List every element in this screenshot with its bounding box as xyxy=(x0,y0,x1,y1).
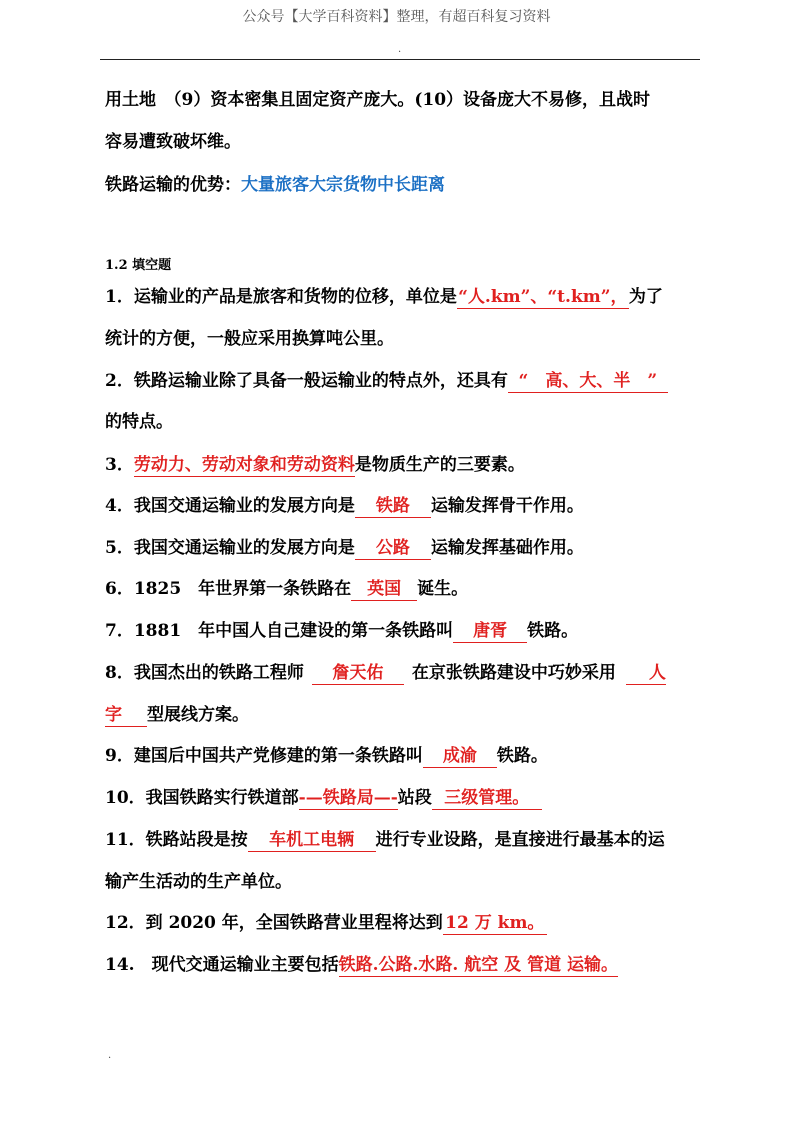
q9-answer: 成渝 xyxy=(423,745,497,768)
q5-text: 5．我国交通运输业的发展方向是 xyxy=(105,538,355,558)
section-title: 1.2 填空题 xyxy=(105,258,172,273)
q14-answer: 铁路.公路.水路. 航空 及 管道 运输。 xyxy=(338,955,619,975)
q1-text-b: 为了 xyxy=(628,287,663,307)
question-6 xyxy=(105,577,468,601)
q12-answer: 12 万 km。 xyxy=(443,912,547,935)
q2-text: 2．铁路运输业除了具备一般运输业的特点外，还具有 xyxy=(105,371,508,391)
q7-text-b: 铁路。 xyxy=(527,621,579,641)
q3-answer: 劳动力、劳动对象和劳动资料 xyxy=(133,455,355,475)
q8-text-c: 型展线方案。 xyxy=(147,705,249,725)
question-3 xyxy=(105,453,525,477)
question-8-cont xyxy=(105,703,249,727)
q4-text: 4．我国交通运输业的发展方向是 xyxy=(105,496,355,516)
q11-text: 11．铁路站段是按 xyxy=(105,830,248,850)
question-2 xyxy=(105,369,668,393)
advantage-line xyxy=(105,173,445,197)
q7-answer: 唐胥 xyxy=(453,620,527,643)
q10-text-b: 站段 xyxy=(397,788,432,808)
q11-answer: 车机工电辆 xyxy=(248,829,376,852)
question-11 xyxy=(105,828,665,852)
footer-dot: . xyxy=(108,1050,112,1061)
q10-text: 10．我国铁路实行铁道部 xyxy=(105,788,299,808)
question-11-cont: 输产生活动的生产单位。 xyxy=(105,872,292,892)
q10-answer: -—铁路局—- xyxy=(298,788,398,808)
question-12 xyxy=(105,911,547,935)
q11-text-b: 进行专业设路，是直接进行最基本的运 xyxy=(375,830,665,850)
q8-answer-2a: 人 xyxy=(626,662,666,685)
q1-text: 1．运输业的产品是旅客和货物的位移，单位是 xyxy=(105,287,457,307)
q2-answer: “ 高、大、半 ” xyxy=(508,370,668,393)
q10-answer-2: 三级管理。 xyxy=(432,787,542,810)
advantage-label: 铁路运输的优势： xyxy=(105,175,241,195)
question-1 xyxy=(105,285,663,309)
question-5 xyxy=(105,536,584,560)
q5-answer: 公路 xyxy=(355,537,431,560)
q5-text-b: 运输发挥基础作用。 xyxy=(430,538,584,558)
q7-text: 7．1881 年中国人自己建设的第一条铁路叫 xyxy=(105,621,454,641)
q8-text-b: 在京张铁路建设中巧妙采用 xyxy=(411,663,616,683)
q3-text: 3． xyxy=(105,455,134,475)
intro-line-2: 容易遭致破坏维。 xyxy=(105,132,241,152)
q9-text: 9．建国后中国共产党修建的第一条铁路叫 xyxy=(105,746,423,766)
q6-text: 6．1825 年世界第一条铁路在 xyxy=(105,579,352,599)
q6-answer: 英国 xyxy=(351,578,417,601)
q8-text: 8．我国杰出的铁路工程师 xyxy=(105,663,304,683)
q12-text: 12．到 2020 年，全国铁路营业里程将达到 xyxy=(105,913,443,933)
question-7 xyxy=(105,619,578,643)
question-14 xyxy=(105,953,618,977)
q1-answer: “人.km”、“t.km”， xyxy=(458,287,628,307)
question-8 xyxy=(105,661,666,685)
intro-line-1: 用土地 （9）资本密集且固定资产庞大。(10）设备庞大不易修，且战时 xyxy=(105,90,651,110)
q8-answer-2b: 字 xyxy=(105,704,147,727)
question-1-cont: 统计的方便，一般应采用换算吨公里。 xyxy=(105,329,394,349)
question-10 xyxy=(105,786,542,810)
q14-text: 14. 现代交通运输业主要包括 xyxy=(105,955,339,975)
q4-answer: 铁路 xyxy=(355,495,431,518)
header-rule xyxy=(100,59,700,60)
question-9 xyxy=(105,744,548,768)
page-header: 公众号【大学百科资料】整理，有超百科复习资料 xyxy=(242,9,551,25)
q3-text-b: 是物质生产的三要素。 xyxy=(354,455,525,475)
question-2-cont: 的特点。 xyxy=(105,412,173,432)
advantage-value: 大量旅客大宗货物中长距离 xyxy=(241,175,445,195)
q9-text-b: 铁路。 xyxy=(496,746,548,766)
q4-text-b: 运输发挥骨干作用。 xyxy=(430,496,584,516)
q8-answer: 詹天佑 xyxy=(312,662,404,685)
header-dot: . xyxy=(398,44,402,55)
q6-text-b: 诞生。 xyxy=(417,579,469,599)
question-4 xyxy=(105,494,584,518)
